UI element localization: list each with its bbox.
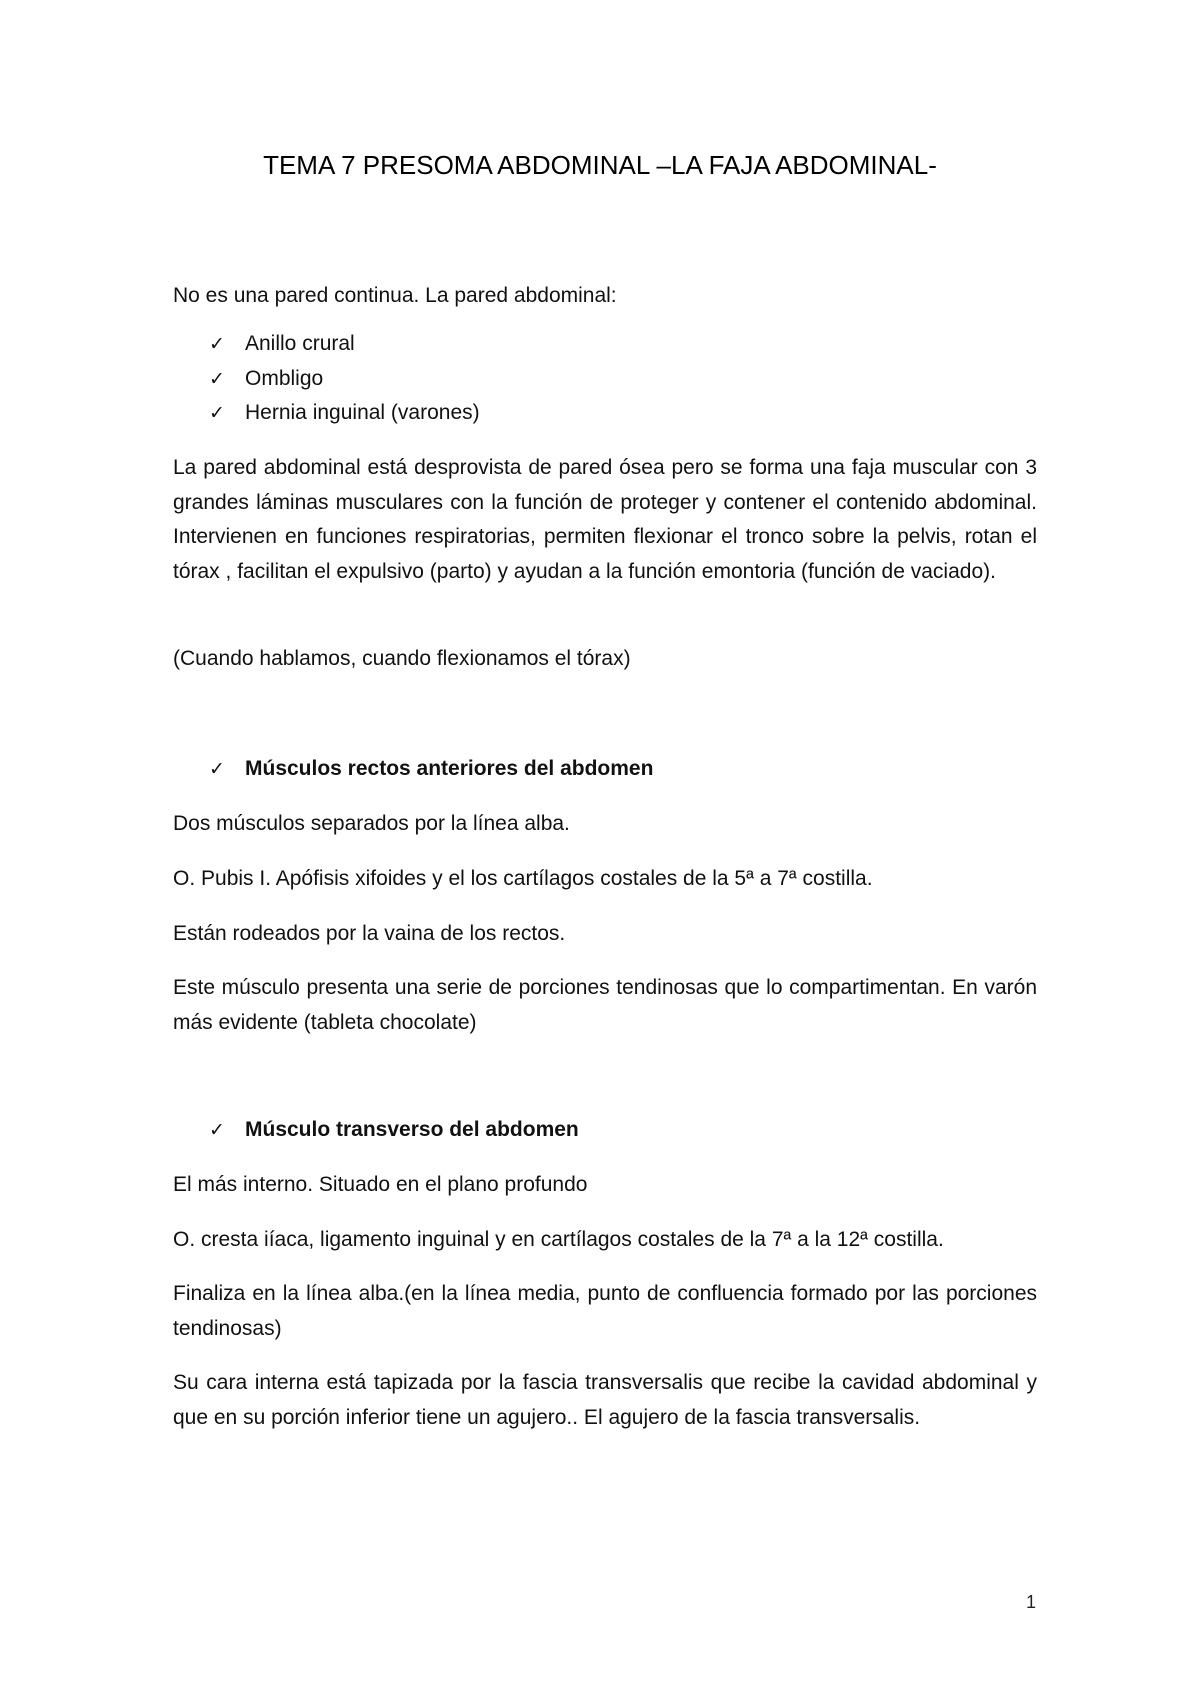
list-item-label: Ombligo	[245, 366, 324, 390]
paragraph: Dos músculos separados por la línea alba.	[173, 812, 570, 835]
section-heading-label: Músculos rectos anteriores del abdomen	[245, 757, 654, 780]
list-item	[173, 396, 1037, 431]
list-item-label: Hernia inguinal (varones)	[245, 401, 480, 424]
paragraph: (Cuando hablamos, cuando flexionamos el tórax)	[173, 647, 631, 670]
document-title: TEMA 7 PRESOMA ABDOMINAL –LA FAJA ABDOMINAL-	[263, 150, 937, 180]
intro-text: No es una pared continua. La pared abdominal:	[173, 284, 617, 307]
paragraph: Este músculo presenta una serie de porciones tendinosas que lo compartimentan. En varón más evidente (tableta chocolate)	[173, 976, 1037, 1034]
paragraph: Su cara interna está tapizada por la fascia transversalis que recibe la cavidad abdominal y que en su porción inferior tiene un agujero.. El agujero de la fascia transversalis.	[173, 1371, 1037, 1429]
checkmark-icon: ✓	[209, 333, 225, 355]
checkmark-icon: ✓	[209, 758, 225, 780]
paragraph: O. cresta iíaca, ligamento inguinal y en cartílagos costales de la 7ª a la 12ª costilla.	[173, 1228, 944, 1251]
list-item	[173, 327, 1037, 362]
paragraph: Están rodeados por la vaina de los rectos.	[173, 922, 566, 945]
list-item-label: Anillo crural	[245, 332, 355, 355]
paragraph: El más interno. Situado en el plano profundo	[173, 1173, 588, 1196]
list-item	[173, 362, 1037, 397]
paragraph: O. Pubis I. Apófisis xifoides y el los cartílagos costales de la 5ª a 7ª costilla.	[173, 867, 873, 890]
intro-list	[173, 327, 1037, 431]
paragraph: Finaliza en la línea alba.(en la línea media, punto de confluencia formado por las porciones tendinosas)	[173, 1282, 1037, 1340]
checkmark-icon: ✓	[209, 367, 225, 390]
page-number: 1	[1025, 1592, 1036, 1612]
checkmark-icon: ✓	[209, 1119, 225, 1141]
paragraph: La pared abdominal está desprovista de pared ósea pero se forma una faja muscular con 3 grandes láminas musculares con la función de proteger y contener el contenido abdominal. Intervienen en funciones respiratorias, permiten flexionar el tronco sobre la pelvis, rotan el tórax , facilitan el expulsivo (parto) y ayudan a la función emontoria (función de vaciado).	[173, 456, 1037, 583]
checkmark-icon: ✓	[209, 402, 225, 424]
section-heading-label: Músculo transverso del abdomen	[245, 1118, 579, 1141]
